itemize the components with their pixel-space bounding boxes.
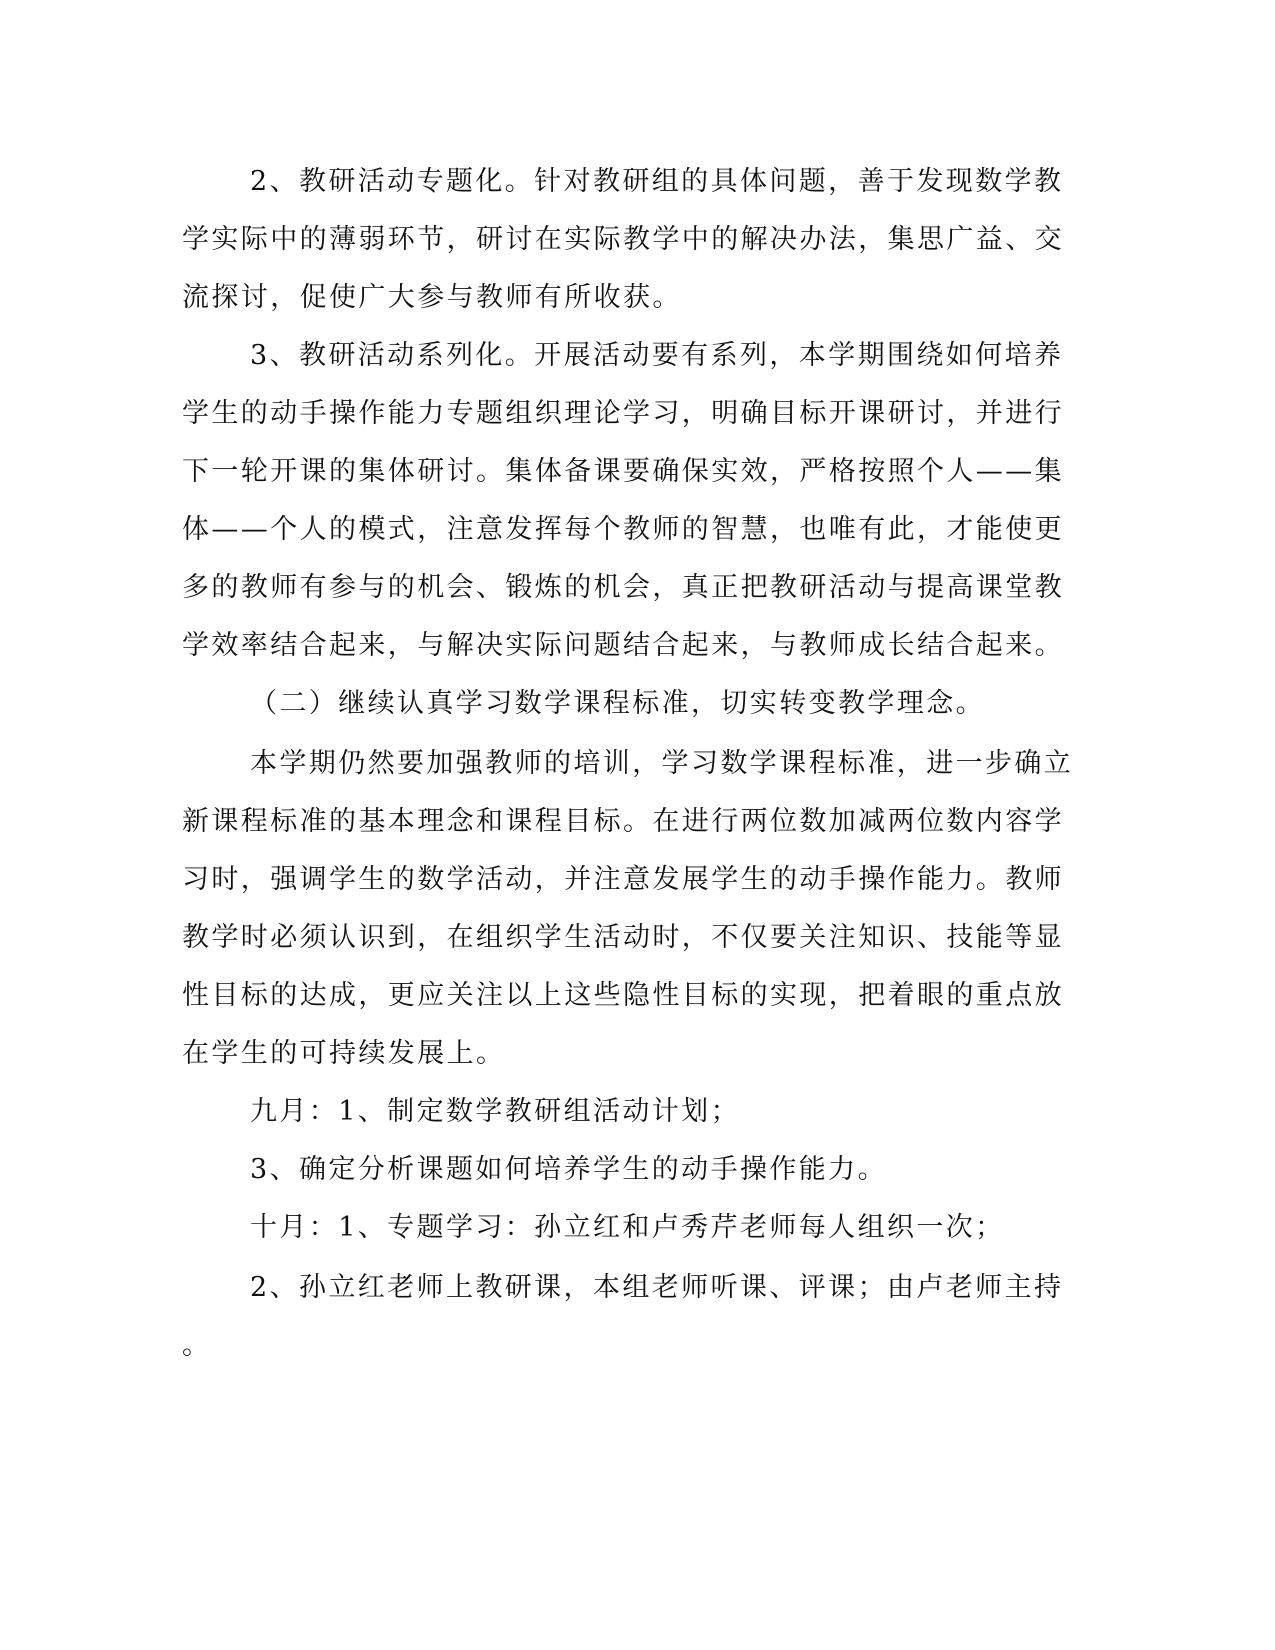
section-heading: （二）继续认真学习数学课程标准，切实转变教学理念。 xyxy=(250,688,985,719)
schedule-item: 十月：1、专题学习：孙立红和卢秀芹老师每人组织一次； xyxy=(250,1212,1005,1243)
paragraph-line: 多的教师有参与的机会、锻炼的机会，真正把教研活动与提高课堂教 xyxy=(182,572,1064,603)
schedule-item: 九月：1、制定数学教研组活动计划； xyxy=(250,1096,740,1127)
paragraph-line: 学实际中的薄弱环节，研讨在实际教学中的解决办法，集思广益、交 xyxy=(182,224,1064,255)
paragraph-line: 习时，强调学生的数学活动，并注意发展学生的动手操作能力。教师 xyxy=(182,864,1064,895)
paragraph-line: 性目标的达成，更应关注以上这些隐性目标的实现，把着眼的重点放 xyxy=(182,980,1064,1011)
paragraph-line: 学效率结合起来，与解决实际问题结合起来，与教师成长结合起来。 xyxy=(182,630,1064,661)
schedule-item: 3、确定分析课题如何培养学生的动手操作能力。 xyxy=(250,1154,887,1185)
paragraph-line: 本学期仍然要加强教师的培训，学习数学课程标准，进一步确立 xyxy=(250,748,1074,779)
paragraph-line: 教学时必须认识到，在组织学生活动时，不仅要关注知识、技能等显 xyxy=(182,922,1064,953)
schedule-item: 2、孙立红老师上教研课，本组老师听课、评课；由卢老师主持 xyxy=(250,1272,1064,1303)
paragraph-line: 学生的动手操作能力专题组织理论学习，明确目标开课研讨，并进行 xyxy=(182,398,1064,429)
paragraph-line: 。 xyxy=(182,1330,212,1361)
paragraph-line: 流探讨，促使广大参与教师有所收获。 xyxy=(182,282,682,313)
paragraph-line: 下一轮开课的集体研讨。集体备课要确保实效，严格按照个人——集 xyxy=(182,456,1064,487)
paragraph-line: 体——个人的模式，注意发挥每个教师的智慧，也唯有此，才能使更 xyxy=(182,514,1064,545)
paragraph-line: 在学生的可持续发展上。 xyxy=(182,1038,506,1069)
paragraph-line: 3、教研活动系列化。开展活动要有系列，本学期围绕如何培养 xyxy=(250,340,1064,371)
paragraph-line: 新课程标准的基本理念和课程目标。在进行两位数加减两位数内容学 xyxy=(182,806,1064,837)
paragraph-line: 2、教研活动专题化。针对教研组的具体问题，善于发现数学教 xyxy=(250,166,1064,197)
